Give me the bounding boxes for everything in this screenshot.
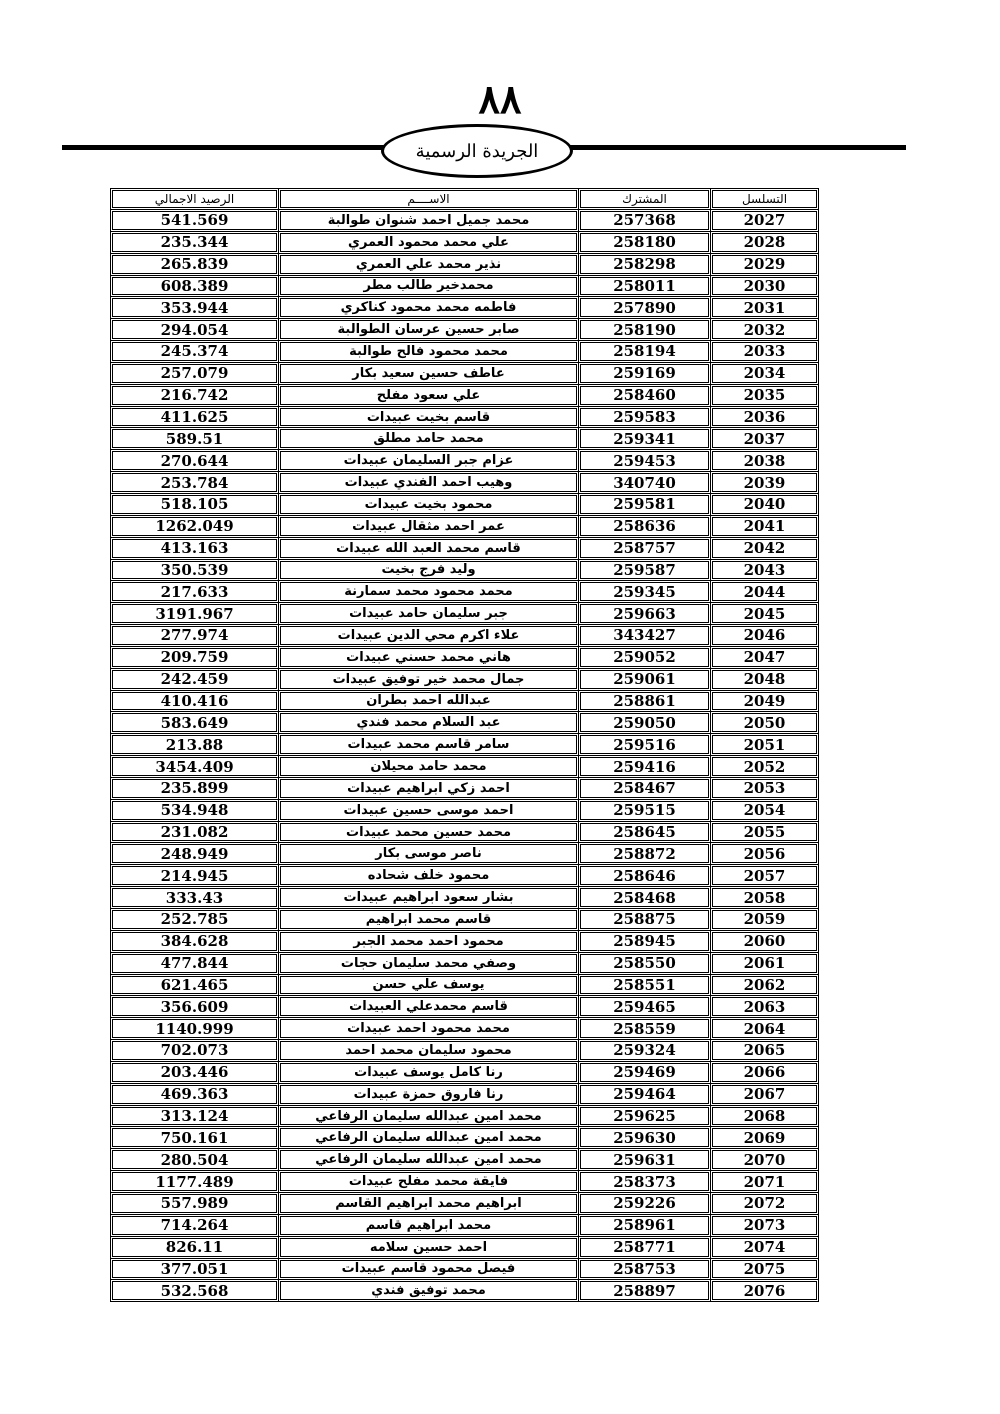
table-row bbox=[111, 1171, 819, 1193]
cell-subscriber: 259583 bbox=[579, 406, 711, 428]
cell-balance: 534.948 bbox=[111, 799, 279, 821]
table-row bbox=[111, 275, 819, 297]
cell-subscriber: 258373 bbox=[579, 1171, 711, 1193]
cell-subscriber: 259663 bbox=[579, 603, 711, 625]
cell-subscriber: 259226 bbox=[579, 1192, 711, 1214]
cell-balance: 313.124 bbox=[111, 1105, 279, 1127]
column-header-balance: الرصيد الاجمالي bbox=[111, 189, 279, 210]
cell-serial: 2067 bbox=[711, 1083, 819, 1105]
cell-balance: 270.644 bbox=[111, 450, 279, 472]
cell-subscriber: 258636 bbox=[579, 515, 711, 537]
cell-name: علاء اكرم محي الدين عبيدات bbox=[279, 625, 579, 647]
cell-balance: 469.363 bbox=[111, 1083, 279, 1105]
cell-serial: 2074 bbox=[711, 1236, 819, 1258]
cell-balance: 518.105 bbox=[111, 493, 279, 515]
cell-balance: 252.785 bbox=[111, 909, 279, 931]
cell-balance: 750.161 bbox=[111, 1127, 279, 1149]
cell-serial: 2046 bbox=[711, 625, 819, 647]
table-row bbox=[111, 909, 819, 931]
cell-name: يوسف علي حسن bbox=[279, 974, 579, 996]
cell-balance: 1262.049 bbox=[111, 515, 279, 537]
table-row bbox=[111, 231, 819, 253]
table-row bbox=[111, 1127, 819, 1149]
cell-balance: 3191.967 bbox=[111, 603, 279, 625]
table-body bbox=[111, 210, 819, 1302]
cell-subscriber: 258645 bbox=[579, 821, 711, 843]
table-row bbox=[111, 581, 819, 603]
cell-balance: 356.609 bbox=[111, 996, 279, 1018]
table-row bbox=[111, 668, 819, 690]
table-row bbox=[111, 1018, 819, 1040]
cell-serial: 2028 bbox=[711, 231, 819, 253]
cell-balance: 589.51 bbox=[111, 428, 279, 450]
table-row bbox=[111, 1258, 819, 1280]
table-row bbox=[111, 341, 819, 363]
cell-subscriber: 258011 bbox=[579, 275, 711, 297]
table-row bbox=[111, 690, 819, 712]
cell-name: علي سعود مفلح bbox=[279, 384, 579, 406]
table-row bbox=[111, 472, 819, 494]
cell-subscriber: 343427 bbox=[579, 625, 711, 647]
cell-subscriber: 259050 bbox=[579, 712, 711, 734]
cell-balance: 265.839 bbox=[111, 253, 279, 275]
cell-name: جبر سليمان حامد عبيدات bbox=[279, 603, 579, 625]
cell-balance: 557.989 bbox=[111, 1192, 279, 1214]
cell-name: عبدالله احمد بطران bbox=[279, 690, 579, 712]
table-header-row bbox=[111, 189, 819, 210]
cell-serial: 2041 bbox=[711, 515, 819, 537]
table-row bbox=[111, 210, 819, 232]
publication-title: الجريدة الرسمية bbox=[381, 124, 573, 178]
table-row bbox=[111, 756, 819, 778]
cell-serial: 2071 bbox=[711, 1171, 819, 1193]
cell-name: نذير محمد علي العمري bbox=[279, 253, 579, 275]
cell-subscriber: 258757 bbox=[579, 537, 711, 559]
cell-name: محمد امين عبدالله سليمان الرفاعي bbox=[279, 1127, 579, 1149]
page-number: ٨٨ bbox=[478, 76, 522, 123]
cell-name: بشار سعود ابراهيم عبيدات bbox=[279, 887, 579, 909]
cell-name: محمد حامد محيلان bbox=[279, 756, 579, 778]
cell-subscriber: 259625 bbox=[579, 1105, 711, 1127]
cell-name: احمد حسين سلامه bbox=[279, 1236, 579, 1258]
cell-balance: 333.43 bbox=[111, 887, 279, 909]
cell-subscriber: 258467 bbox=[579, 777, 711, 799]
subscribers-table bbox=[110, 188, 819, 1302]
cell-subscriber: 259464 bbox=[579, 1083, 711, 1105]
cell-name: احمد زكي ابراهيم عبيدات bbox=[279, 777, 579, 799]
cell-balance: 248.949 bbox=[111, 843, 279, 865]
cell-name: صابر حسين عرسان الطوالبة bbox=[279, 319, 579, 341]
cell-balance: 413.163 bbox=[111, 537, 279, 559]
cell-balance: 203.446 bbox=[111, 1061, 279, 1083]
cell-balance: 294.054 bbox=[111, 319, 279, 341]
cell-name: وصفي محمد سليمان حجات bbox=[279, 952, 579, 974]
cell-serial: 2073 bbox=[711, 1214, 819, 1236]
cell-balance: 353.944 bbox=[111, 297, 279, 319]
table-row bbox=[111, 734, 819, 756]
cell-name: هاني محمد حسني عبيدات bbox=[279, 646, 579, 668]
cell-subscriber: 257368 bbox=[579, 210, 711, 232]
cell-serial: 2058 bbox=[711, 887, 819, 909]
cell-balance: 621.465 bbox=[111, 974, 279, 996]
cell-balance: 235.899 bbox=[111, 777, 279, 799]
cell-balance: 231.082 bbox=[111, 821, 279, 843]
cell-balance: 384.628 bbox=[111, 930, 279, 952]
cell-balance: 541.569 bbox=[111, 210, 279, 232]
cell-name: قاسم محمدعلي العبيدات bbox=[279, 996, 579, 1018]
cell-serial: 2039 bbox=[711, 472, 819, 494]
cell-name: علي محمد محمود العمري bbox=[279, 231, 579, 253]
cell-serial: 2047 bbox=[711, 646, 819, 668]
cell-serial: 2062 bbox=[711, 974, 819, 996]
cell-name: سامر قاسم محمد عبيدات bbox=[279, 734, 579, 756]
cell-serial: 2042 bbox=[711, 537, 819, 559]
cell-balance: 714.264 bbox=[111, 1214, 279, 1236]
cell-subscriber: 258190 bbox=[579, 319, 711, 341]
cell-subscriber: 258194 bbox=[579, 341, 711, 363]
column-header-subscriber: المشترك bbox=[579, 189, 711, 210]
cell-name: عاطف حسين سعيد بكار bbox=[279, 362, 579, 384]
cell-serial: 2061 bbox=[711, 952, 819, 974]
cell-serial: 2050 bbox=[711, 712, 819, 734]
cell-subscriber: 258945 bbox=[579, 930, 711, 952]
table-row bbox=[111, 1192, 819, 1214]
cell-subscriber: 258460 bbox=[579, 384, 711, 406]
cell-serial: 2048 bbox=[711, 668, 819, 690]
cell-serial: 2038 bbox=[711, 450, 819, 472]
cell-name: رنا كامل يوسف عبيدات bbox=[279, 1061, 579, 1083]
cell-serial: 2032 bbox=[711, 319, 819, 341]
cell-balance: 532.568 bbox=[111, 1280, 279, 1302]
cell-serial: 2030 bbox=[711, 275, 819, 297]
cell-serial: 2027 bbox=[711, 210, 819, 232]
table-row bbox=[111, 1105, 819, 1127]
cell-name: محمد توفيق فندي bbox=[279, 1280, 579, 1302]
table-row bbox=[111, 843, 819, 865]
cell-name: محمد امين عبدالله سليمان الرفاعي bbox=[279, 1149, 579, 1171]
cell-subscriber: 258897 bbox=[579, 1280, 711, 1302]
cell-balance: 1140.999 bbox=[111, 1018, 279, 1040]
cell-name: محمود خلف شحاده bbox=[279, 865, 579, 887]
header-rule-left bbox=[62, 145, 384, 150]
table-row bbox=[111, 515, 819, 537]
cell-subscriber: 258961 bbox=[579, 1214, 711, 1236]
cell-subscriber: 259469 bbox=[579, 1061, 711, 1083]
column-header-serial: التسلسل bbox=[711, 189, 819, 210]
cell-name: محمود سليمان محمد احمد bbox=[279, 1040, 579, 1062]
cell-subscriber: 258872 bbox=[579, 843, 711, 865]
cell-name: محمد محمود احمد عبيدات bbox=[279, 1018, 579, 1040]
cell-balance: 1177.489 bbox=[111, 1171, 279, 1193]
cell-serial: 2054 bbox=[711, 799, 819, 821]
cell-name: وليد فرج بخيت bbox=[279, 559, 579, 581]
cell-subscriber: 258861 bbox=[579, 690, 711, 712]
cell-serial: 2075 bbox=[711, 1258, 819, 1280]
cell-balance: 477.844 bbox=[111, 952, 279, 974]
table-row bbox=[111, 559, 819, 581]
table-row bbox=[111, 1280, 819, 1302]
cell-serial: 2065 bbox=[711, 1040, 819, 1062]
cell-name: محمد محمود محمد سمارنة bbox=[279, 581, 579, 603]
cell-serial: 2057 bbox=[711, 865, 819, 887]
cell-name: فاطمه محمد محمود كناكري bbox=[279, 297, 579, 319]
cell-serial: 2043 bbox=[711, 559, 819, 581]
cell-balance: 608.389 bbox=[111, 275, 279, 297]
cell-serial: 2056 bbox=[711, 843, 819, 865]
cell-name: محمود احمد محمد الجبر bbox=[279, 930, 579, 952]
cell-balance: 411.625 bbox=[111, 406, 279, 428]
cell-subscriber: 259345 bbox=[579, 581, 711, 603]
cell-balance: 209.759 bbox=[111, 646, 279, 668]
cell-serial: 2069 bbox=[711, 1127, 819, 1149]
cell-name: عمر احمد مثقال عبيدات bbox=[279, 515, 579, 537]
cell-serial: 2053 bbox=[711, 777, 819, 799]
cell-subscriber: 259631 bbox=[579, 1149, 711, 1171]
cell-subscriber: 259630 bbox=[579, 1127, 711, 1149]
cell-name: جمال محمد خير توفيق عبيدات bbox=[279, 668, 579, 690]
table-row bbox=[111, 930, 819, 952]
cell-subscriber: 259453 bbox=[579, 450, 711, 472]
cell-subscriber: 258468 bbox=[579, 887, 711, 909]
cell-serial: 2037 bbox=[711, 428, 819, 450]
cell-serial: 2035 bbox=[711, 384, 819, 406]
cell-serial: 2066 bbox=[711, 1061, 819, 1083]
cell-subscriber: 259052 bbox=[579, 646, 711, 668]
cell-subscriber: 258559 bbox=[579, 1018, 711, 1040]
cell-subscriber: 258551 bbox=[579, 974, 711, 996]
table-row bbox=[111, 996, 819, 1018]
cell-balance: 826.11 bbox=[111, 1236, 279, 1258]
cell-subscriber: 257890 bbox=[579, 297, 711, 319]
cell-serial: 2055 bbox=[711, 821, 819, 843]
cell-name: محمد حسين محمد عبيدات bbox=[279, 821, 579, 843]
cell-name: قاسم محمد ابراهيم bbox=[279, 909, 579, 931]
table-row bbox=[111, 821, 819, 843]
cell-balance: 410.416 bbox=[111, 690, 279, 712]
cell-subscriber: 258771 bbox=[579, 1236, 711, 1258]
cell-name: محمد جميل احمد شنوان طوالبة bbox=[279, 210, 579, 232]
cell-balance: 257.079 bbox=[111, 362, 279, 384]
cell-serial: 2070 bbox=[711, 1149, 819, 1171]
cell-balance: 213.88 bbox=[111, 734, 279, 756]
cell-subscriber: 259587 bbox=[579, 559, 711, 581]
cell-subscriber: 259416 bbox=[579, 756, 711, 778]
cell-serial: 2068 bbox=[711, 1105, 819, 1127]
table-row bbox=[111, 362, 819, 384]
table-row bbox=[111, 646, 819, 668]
table-row bbox=[111, 493, 819, 515]
table-row bbox=[111, 450, 819, 472]
cell-name: عزام جبر السليمان عبيدات bbox=[279, 450, 579, 472]
table-row bbox=[111, 1236, 819, 1258]
cell-name: فايقة محمد مفلح عبيدات bbox=[279, 1171, 579, 1193]
cell-serial: 2072 bbox=[711, 1192, 819, 1214]
cell-serial: 2049 bbox=[711, 690, 819, 712]
table-row bbox=[111, 1214, 819, 1236]
cell-subscriber: 259341 bbox=[579, 428, 711, 450]
cell-serial: 2040 bbox=[711, 493, 819, 515]
cell-serial: 2060 bbox=[711, 930, 819, 952]
cell-balance: 277.974 bbox=[111, 625, 279, 647]
cell-subscriber: 259169 bbox=[579, 362, 711, 384]
cell-serial: 2034 bbox=[711, 362, 819, 384]
table-row bbox=[111, 887, 819, 909]
cell-balance: 377.051 bbox=[111, 1258, 279, 1280]
cell-balance: 3454.409 bbox=[111, 756, 279, 778]
table-row bbox=[111, 777, 819, 799]
header-rule-right bbox=[568, 145, 906, 150]
table-row bbox=[111, 537, 819, 559]
cell-subscriber: 259061 bbox=[579, 668, 711, 690]
cell-name: احمد موسى حسين عبيدات bbox=[279, 799, 579, 821]
table-row bbox=[111, 974, 819, 996]
cell-name: محمد ابراهيم قاسم bbox=[279, 1214, 579, 1236]
cell-serial: 2029 bbox=[711, 253, 819, 275]
cell-name: وهيب احمد الفندي عبيدات bbox=[279, 472, 579, 494]
cell-serial: 2059 bbox=[711, 909, 819, 931]
cell-name: قاسم بخيت عبيدات bbox=[279, 406, 579, 428]
cell-subscriber: 259465 bbox=[579, 996, 711, 1018]
table-row bbox=[111, 253, 819, 275]
cell-subscriber: 258550 bbox=[579, 952, 711, 974]
cell-name: رنا فاروق حمزة عبيدات bbox=[279, 1083, 579, 1105]
cell-subscriber: 258753 bbox=[579, 1258, 711, 1280]
cell-balance: 245.374 bbox=[111, 341, 279, 363]
cell-serial: 2033 bbox=[711, 341, 819, 363]
column-header-name: الاســــم bbox=[279, 189, 579, 210]
cell-name: محمدخير طالب مطر bbox=[279, 275, 579, 297]
table-row bbox=[111, 865, 819, 887]
cell-subscriber: 259581 bbox=[579, 493, 711, 515]
cell-balance: 583.649 bbox=[111, 712, 279, 734]
cell-balance: 242.459 bbox=[111, 668, 279, 690]
cell-balance: 350.539 bbox=[111, 559, 279, 581]
cell-name: محمد امين عبدالله سليمان الرفاعي bbox=[279, 1105, 579, 1127]
table-row bbox=[111, 625, 819, 647]
cell-balance: 214.945 bbox=[111, 865, 279, 887]
cell-balance: 702.073 bbox=[111, 1040, 279, 1062]
cell-balance: 235.344 bbox=[111, 231, 279, 253]
cell-name: قاسم محمد العبد الله عبيدات bbox=[279, 537, 579, 559]
table-row bbox=[111, 1040, 819, 1062]
cell-serial: 2045 bbox=[711, 603, 819, 625]
cell-name: محمد محمود فالح طوالبة bbox=[279, 341, 579, 363]
cell-balance: 280.504 bbox=[111, 1149, 279, 1171]
table-row bbox=[111, 406, 819, 428]
table-row bbox=[111, 1149, 819, 1171]
cell-serial: 2052 bbox=[711, 756, 819, 778]
cell-serial: 2051 bbox=[711, 734, 819, 756]
cell-name: عبد السلام محمد فندي bbox=[279, 712, 579, 734]
cell-name: فيصل محمود قاسم عبيدات bbox=[279, 1258, 579, 1280]
cell-subscriber: 258646 bbox=[579, 865, 711, 887]
cell-subscriber: 259324 bbox=[579, 1040, 711, 1062]
cell-subscriber: 258180 bbox=[579, 231, 711, 253]
cell-name: محمود بخيت عبيدات bbox=[279, 493, 579, 515]
table-row bbox=[111, 1083, 819, 1105]
cell-serial: 2031 bbox=[711, 297, 819, 319]
table-row bbox=[111, 319, 819, 341]
table-row bbox=[111, 428, 819, 450]
table-row bbox=[111, 952, 819, 974]
cell-subscriber: 258875 bbox=[579, 909, 711, 931]
cell-balance: 217.633 bbox=[111, 581, 279, 603]
cell-subscriber: 259515 bbox=[579, 799, 711, 821]
cell-serial: 2044 bbox=[711, 581, 819, 603]
cell-subscriber: 259516 bbox=[579, 734, 711, 756]
cell-serial: 2063 bbox=[711, 996, 819, 1018]
table-row bbox=[111, 1061, 819, 1083]
cell-subscriber: 258298 bbox=[579, 253, 711, 275]
cell-serial: 2076 bbox=[711, 1280, 819, 1302]
cell-subscriber: 340740 bbox=[579, 472, 711, 494]
table-row bbox=[111, 712, 819, 734]
cell-serial: 2036 bbox=[711, 406, 819, 428]
table-row bbox=[111, 603, 819, 625]
table-row bbox=[111, 384, 819, 406]
table-row bbox=[111, 799, 819, 821]
cell-name: ابراهيم محمد ابراهيم القاسم bbox=[279, 1192, 579, 1214]
cell-serial: 2064 bbox=[711, 1018, 819, 1040]
cell-balance: 253.784 bbox=[111, 472, 279, 494]
cell-name: ناصر موسى بكار bbox=[279, 843, 579, 865]
cell-balance: 216.742 bbox=[111, 384, 279, 406]
cell-name: محمد حامد مطلق bbox=[279, 428, 579, 450]
table-row bbox=[111, 297, 819, 319]
